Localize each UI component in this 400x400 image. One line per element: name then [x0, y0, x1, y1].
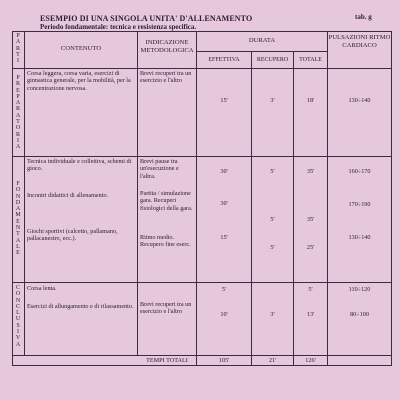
table-border-right: [391, 31, 392, 365]
pulsazioni-cell: 160÷170: [348, 168, 371, 175]
effettiva-cell: 15': [220, 97, 228, 104]
effettiva-cell: 15': [220, 234, 228, 241]
phase-label-text: C O N C L U S I V A: [15, 285, 21, 348]
totale-cell: 25': [306, 244, 315, 251]
indicazione-header: INDICAZIONE METODOLOGICA: [140, 39, 194, 54]
effettiva-cell: 30': [220, 200, 228, 207]
indicazione-cell: Partita / simulazione gara. Recuperi fisiologici della gara.: [140, 190, 193, 212]
contenuto-column-line: [137, 31, 138, 355]
effettiva-header: EFFETTIVA: [208, 57, 240, 63]
phase-column-line: [24, 31, 25, 355]
totale-cell: 35': [306, 168, 315, 175]
indicazione-cell: Brevi recuperi tra un esercizio e l'altro: [140, 301, 192, 316]
contenuto-cell: Corsa lenta.: [27, 285, 57, 292]
totals-label: TEMPI TOTALI: [146, 357, 188, 364]
totale-cell: 18': [306, 97, 315, 104]
durata-header: DURATA: [248, 37, 276, 44]
totals-effettiva: 105': [218, 357, 230, 364]
phase-label-fondamentale: [13, 181, 23, 257]
page-subtitle: Periodo fondamentale: tecnica e resistenza specifica.: [40, 23, 197, 31]
totale-cell: 35': [306, 216, 315, 223]
phase-header: [13, 33, 23, 64]
pulsazioni-cell: 130÷140: [348, 97, 371, 104]
conclusiva-bottom-line: [12, 355, 392, 356]
effettiva-cell: 10': [220, 311, 228, 318]
phase-header-label: P A R T I: [15, 33, 21, 65]
durata-divider: [196, 51, 327, 52]
contenuto-cell: Tecnica individuale e collettiva, schemi di gioco.: [27, 158, 132, 173]
fondamentale-bottom-line: [12, 282, 392, 283]
contenuto-cell: Incontri didattici di allenamento.: [27, 192, 109, 199]
totale-cell: 13': [306, 311, 315, 318]
phase-label-text: F O N D A M E N T A L E: [15, 181, 21, 257]
totals-totale: 126': [305, 357, 316, 364]
pulsazioni-cell: 80÷100: [350, 311, 369, 318]
recupero-cell: 5': [270, 244, 275, 251]
table-reference: tab. g: [355, 13, 372, 21]
table-border-top: [12, 31, 392, 32]
pulsazioni-cell: 110÷120: [348, 286, 371, 293]
recupero-cell: 3': [270, 97, 275, 104]
recupero-cell: 5': [270, 216, 275, 223]
totale-cell: 5': [308, 286, 313, 293]
totals-bottom-line: [12, 365, 392, 366]
contenuto-header: CONTENUTO: [60, 45, 102, 52]
indicazione-cell: Ritmo medio. Recupero fine eserc.: [140, 234, 191, 249]
effettiva-cell: 30': [220, 168, 228, 175]
pulsazioni-cell: 170÷190: [348, 201, 371, 208]
recupero-cell: 3': [270, 311, 275, 318]
phase-label-conclusiva: [13, 285, 23, 348]
contenuto-cell: Corsa leggera, corsa varia, esercizi di ginnastica generale, per la mobilità, per la concentrazione nervosa.: [27, 70, 131, 92]
preparatoria-bottom-line: [12, 156, 392, 157]
totals-recupero: 21': [268, 357, 277, 364]
indicazione-cell: Brevi recuperi tra un esercizio e l'altro: [140, 70, 192, 85]
recupero-cell: 5': [270, 168, 275, 175]
pulsazioni-header: PULSAZIONI RITMO CARDIACO: [328, 34, 391, 49]
recupero-header: RECUPERO: [256, 57, 289, 63]
effettiva-cell: 5': [221, 286, 227, 293]
contenuto-cell: Esercizi di allungamento e di rilassamento.: [27, 303, 134, 310]
indicazione-cell: Brevi pause tra un'esecuzione e l'altra.: [140, 158, 179, 180]
header-bottom-line: [12, 68, 392, 69]
phase-label-preparatoria: [13, 75, 23, 151]
totale-header: TOTALE: [299, 57, 322, 63]
contenuto-cell: Giochi sportivi (calcetto, pallamano, pallacanestro, ecc.).: [27, 228, 118, 243]
training-table: [12, 31, 392, 387]
page-title: ESEMPIO DI UNA SINGOLA UNITA' D'ALLENAMENTO: [40, 14, 253, 23]
pulsazioni-cell: 130÷140: [348, 234, 371, 241]
phase-label-text: P R E P A R A T O R I A: [15, 75, 21, 151]
